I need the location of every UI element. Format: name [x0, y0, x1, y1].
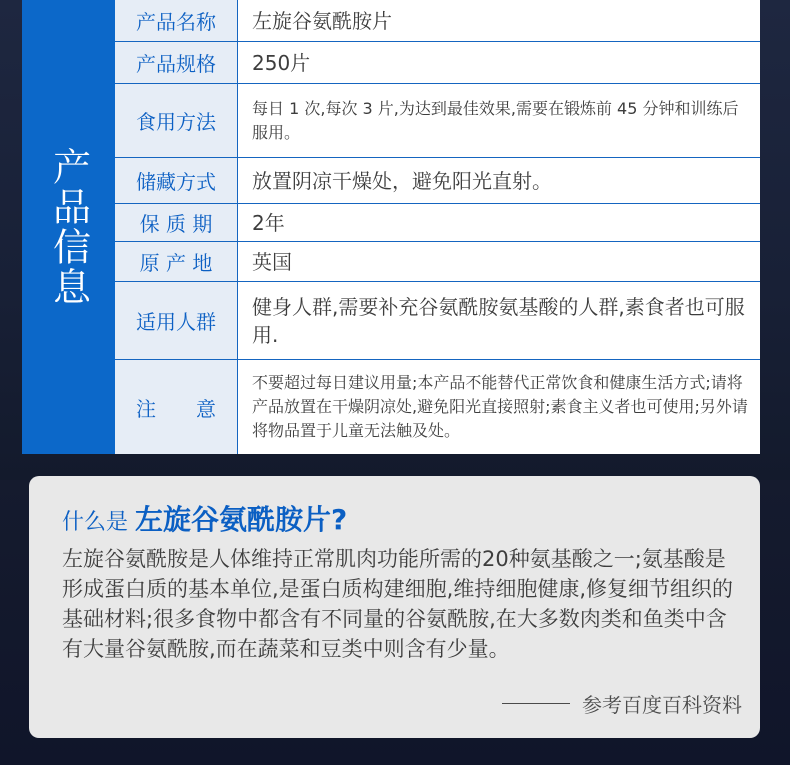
row-value: 左旋谷氨酰胺片 — [252, 8, 392, 33]
what-is-card — [29, 476, 760, 738]
card-reference — [502, 689, 742, 718]
row-value: 放置阴凉干燥处，避免阳光直射。 — [252, 168, 552, 193]
row-product-spec — [115, 42, 760, 84]
row-key: 适用人群 — [115, 282, 238, 359]
row-value: 250片 — [252, 50, 311, 75]
row-product-name — [115, 0, 760, 42]
row-value: 英国 — [252, 249, 292, 274]
row-key: 产品规格 — [115, 42, 238, 83]
product-info-table — [22, 0, 760, 454]
reference-text: 参考百度百科资料 — [582, 693, 742, 717]
row-notice — [115, 360, 760, 454]
side-label-text: 产品信息 — [46, 147, 91, 307]
row-value: 不要超过每日建议用量;本产品不能替代正常饮食和健康生活方式;请将产品放置在干燥阴凉处,避免阳光直接照射;素食主义者也可使用;另外请将物品置于儿童无法触及处。 — [252, 373, 748, 440]
row-usage — [115, 84, 760, 158]
card-body-text: 左旋谷氨酰胺是人体维持正常肌肉功能所需的20种氨基酸之一;氨基酸是形成蛋白质的基本单位,是蛋白质构建细胞,维持细胞健康,修复细节组织的基础材料;很多食物中都含有不同量的谷氨酰胺,在大多数肉类和鱼类中含有大量谷氨酰胺,而在蔬菜和豆类中则含有少量。 — [62, 547, 734, 661]
card-title-prefix: 什么是 — [62, 510, 129, 535]
row-target-users — [115, 282, 760, 360]
row-storage — [115, 158, 760, 204]
card-title-main: 左旋谷氨酰胺片? — [135, 503, 348, 536]
row-key: 注 意 — [115, 360, 238, 454]
row-key: 食用方法 — [115, 84, 238, 157]
row-key: 原 产 地 — [115, 242, 238, 281]
reference-dash — [502, 703, 570, 704]
row-value: 2年 — [252, 210, 285, 235]
row-key: 保 质 期 — [115, 204, 238, 241]
card-title — [62, 498, 347, 538]
row-value: 健身人群,需要补充谷氨酰胺氨基酸的人群,素食者也可服用. — [252, 294, 745, 347]
product-info-side-label — [22, 0, 115, 454]
row-key: 产品名称 — [115, 0, 238, 41]
row-shelf-life — [115, 204, 760, 242]
row-origin — [115, 242, 760, 282]
row-key: 储藏方式 — [115, 158, 238, 203]
row-value: 每日 1 次,每次 3 片,为达到最佳效果,需要在锻炼前 45 分钟和训练后服用。 — [252, 98, 739, 142]
